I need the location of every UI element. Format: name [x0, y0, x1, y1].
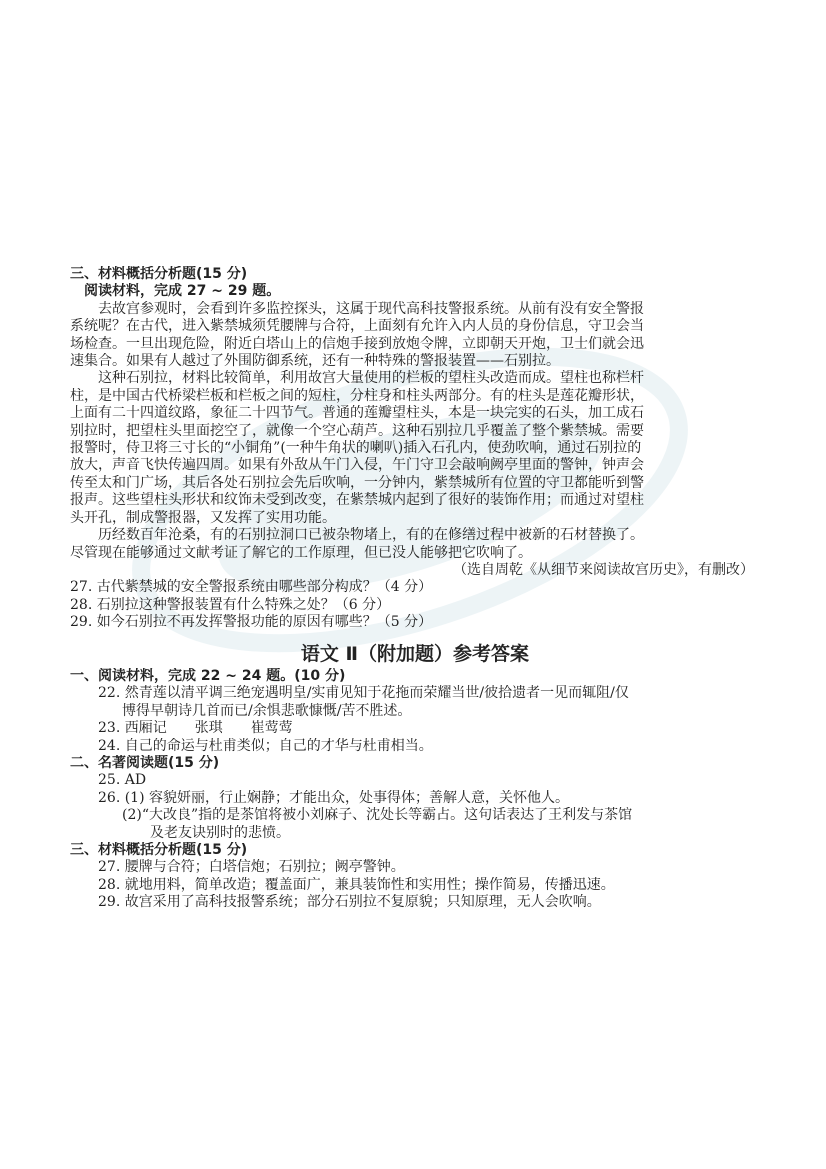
- answers-part1-heading: 一、阅读材料，完成 22 ~ 24 题。(10 分): [70, 668, 346, 684]
- answer-line: 28. 就地用料，简单改造；覆盖面广，兼具装饰性和实用性；操作简易，传播迅速。: [98, 876, 615, 893]
- answer-line: 26. (1) 容貌妍丽，行止娴静；才能出众，处事得体；善解人意，关怀他人。: [98, 789, 569, 806]
- answer-line: 24. 自己的命运与杜甫类似；自己的才华与杜甫相当。: [98, 737, 433, 754]
- passage-line: 场检查。一旦出现危险，附近白塔山上的信炮手接到放炮令牌，立即朝天开炮，卫士们就会迅: [70, 335, 644, 352]
- answer-line: 29. 故宫采用了高科技报警系统；部分石别拉不复原貌；只知原理，无人会吹响。: [98, 894, 601, 911]
- passage-line: 别拉时，把望柱头里面挖空了，就像一个空心葫芦。这种石别拉几乎覆盖了整个紫禁城。需要: [70, 422, 644, 439]
- passage-line: 系统呢？在古代，进入紫禁城须凭腰牌与合符，上面刻有允许入内人员的身份信息，守卫会当: [70, 318, 644, 335]
- passage-line: 传至太和门广场，其后各处石别拉会先后吹响，一分钟内，紫禁城所有位置的守卫都能听到警: [70, 474, 644, 491]
- answers-part3-heading: 三、材料概括分析题(15 分): [70, 842, 248, 859]
- answers-block: [70, 668, 760, 912]
- answer-line: 25. AD: [98, 772, 147, 789]
- passage-line: 这种石别拉，材料比较简单，利用故宫大量使用的栏板的望柱头改造而成。望柱也称栏杆: [98, 370, 644, 387]
- section3-reading: [70, 266, 760, 632]
- question-29: 29. 如今石别拉不再发挥警报功能的原因有哪些？（5 分）: [70, 614, 433, 631]
- passage-line: 报声。这些望柱头形状和纹饰未受到改变，在紫禁城内起到了很好的装饰作用；而通过对望柱: [70, 492, 644, 509]
- passage-source: （选自周乾《从细节来阅读故宫历史》，有删改）: [453, 561, 754, 578]
- answer-line: 22. 然青莲以清平调三绝宠遇明皇/实甫见知于花拖而荣耀当世/彼拾遗者一见而辄阻/仅: [98, 685, 629, 702]
- passage-line: 速集合。如果有人越过了外围防御系统，还有一种特殊的警报装置——石别拉。: [70, 353, 560, 370]
- passage-line: 头开孔，制成警报器，又发挥了实用功能。: [70, 509, 336, 526]
- answer-line: 及老友诀别时的悲愤。: [150, 824, 290, 841]
- answer-line: 博得早朝诗几首而已/余惧悲歌慷慨/苦不胜述。: [122, 702, 412, 719]
- passage-line: 柱，是中国古代桥梁栏板和栏板之间的短柱，分柱身和柱头两部分。有的柱头是莲花瓣形状，: [70, 387, 644, 404]
- answers-part2-heading: 二、名著阅读题(15 分): [70, 755, 220, 772]
- answer-line: 27. 腰牌与合符；白塔信炮；石别拉；阙亭警钟。: [98, 859, 405, 876]
- answers-title: 语文 Ⅱ（附加题）参考答案: [300, 643, 530, 665]
- passage-line: 放大，声音飞快传遍四周。如果有外敌从午门入侵，午门守卫会敲响阙亭里面的警钟，钟声会: [70, 457, 644, 474]
- passage-line: 报警时，侍卫将三寸长的“小铜角”(一种牛角状的喇叭)插入石孔内，使劲吹响，通过石别拉的: [70, 440, 642, 457]
- question-28: 28. 石别拉这种警报装置有什么特殊之处？（6 分）: [70, 596, 391, 613]
- passage-line: 历经数百年沧桑，有的石别拉洞口已被杂物堵上，有的在修缮过程中被新的石材替换了。: [98, 527, 644, 544]
- answer-line: (2)“大改良”指的是茶馆将被小刘麻子、沈处长等霸占。这句话表达了王利发与茶馆: [122, 807, 633, 824]
- section3-instruction: 阅读材料，完成 27 ~ 29 题。: [84, 283, 281, 300]
- passage-line: 去故宫参观时，会看到许多监控探头，这属于现代高科技警报系统。从前有没有安全警报: [98, 300, 644, 317]
- passage-line: 上面有二十四道纹路，象征二十四节气。普通的莲瓣望柱头，本是一块完实的石头，加工成石: [70, 405, 644, 422]
- answer-line: 23. 西厢记 张琪 崔莺莺: [98, 720, 293, 737]
- section3-heading: 三、材料概括分析题(15 分): [70, 266, 248, 282]
- question-27: 27. 古代紫禁城的安全警报系统由哪些部分构成？（4 分）: [70, 579, 433, 596]
- passage-line: 尽管现在能够通过文献考证了解它的工作原理，但已没人能够把它吹响了。: [70, 544, 532, 561]
